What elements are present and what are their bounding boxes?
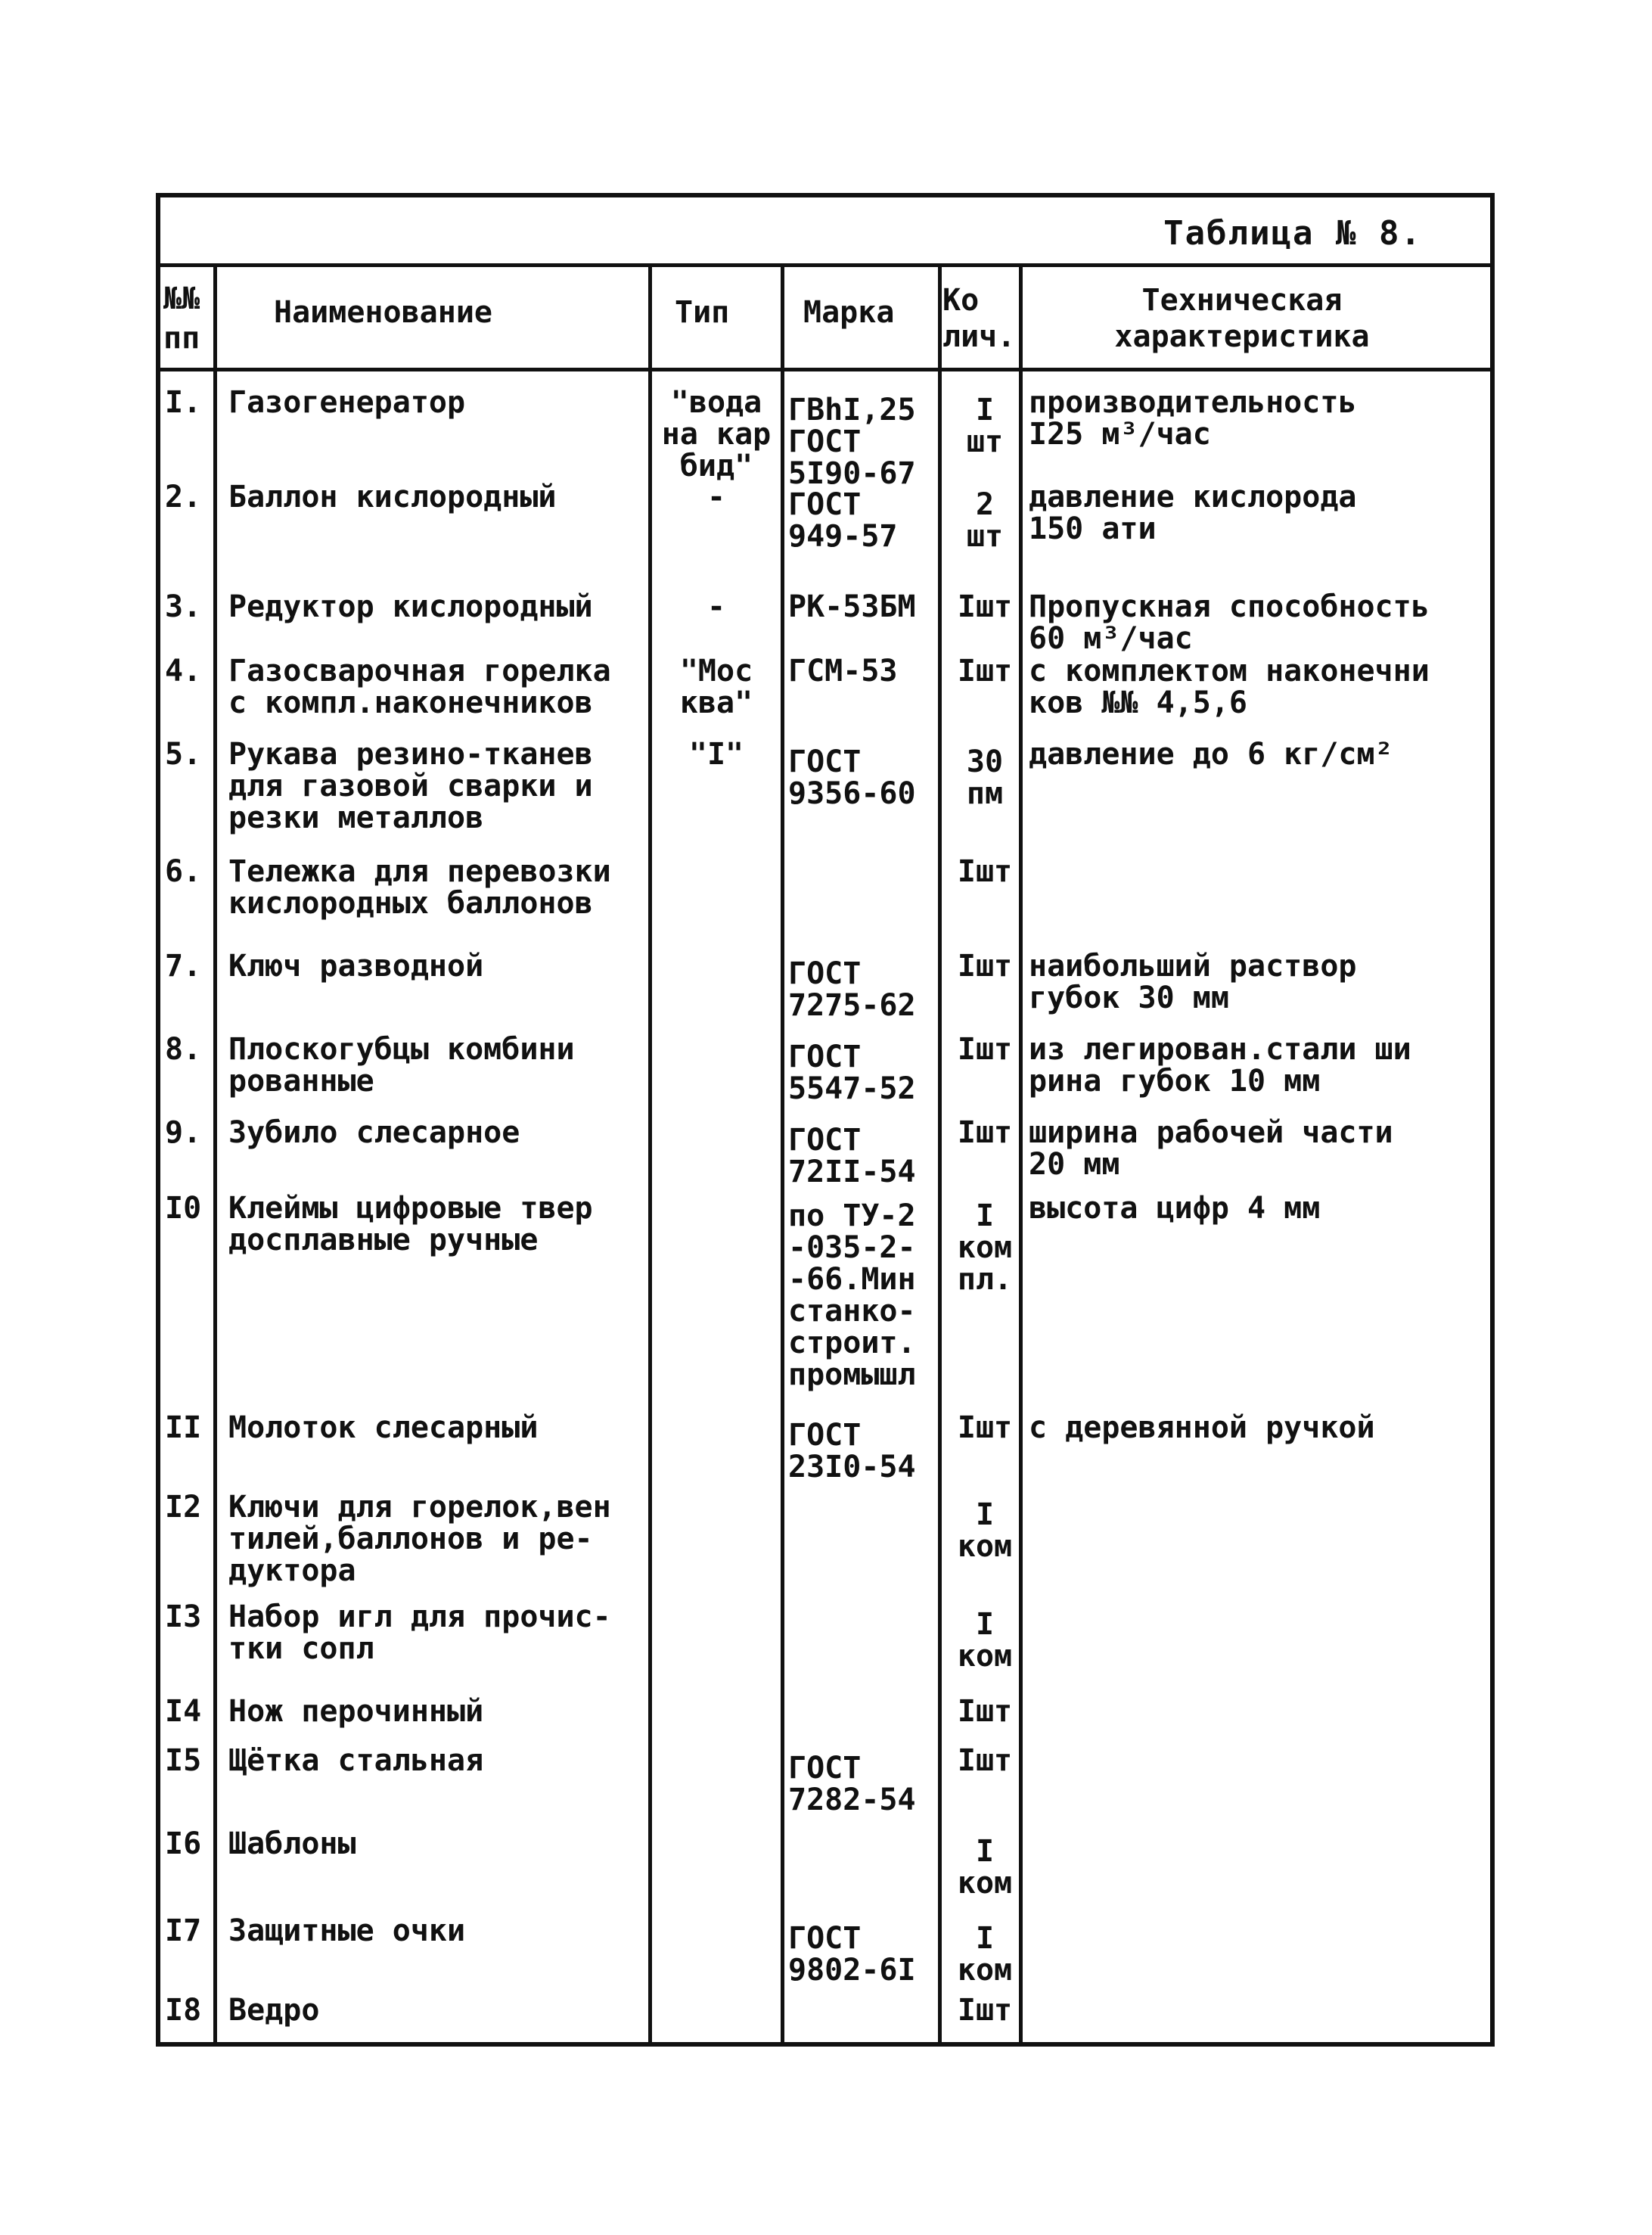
- cell-num: 6.: [165, 854, 202, 889]
- cell-qty: I ком пл.: [957, 1198, 1013, 1297]
- cell-qty: Iшт: [957, 589, 1013, 624]
- cell-tech: давление до 6 кг/см²: [1029, 737, 1393, 772]
- cell-num: I.: [165, 385, 202, 420]
- table-sheet: [156, 193, 1495, 2047]
- header-qty: Ко лич.: [942, 283, 1016, 354]
- cell-name: Баллон кислородный: [228, 480, 557, 514]
- cell-name: Ключ разводной: [228, 949, 484, 984]
- cell-num: I4: [165, 1694, 202, 1729]
- cell-num: I5: [165, 1743, 202, 1778]
- cell-num: 9.: [165, 1115, 202, 1150]
- col-divider: [781, 267, 784, 2042]
- cell-mark: ГОСТ 949-57: [788, 487, 898, 554]
- cell-num: 4.: [165, 654, 202, 689]
- cell-num: 7.: [165, 949, 202, 984]
- cell-qty: I ком: [957, 1497, 1013, 1564]
- cell-name: Молоток слесарный: [228, 1410, 539, 1445]
- cell-num: I8: [165, 1993, 202, 2028]
- cell-name: Рукава резино-тканев для газовой сварки и резки металлов: [228, 737, 593, 835]
- cell-qty: I ком: [957, 1834, 1013, 1901]
- cell-qty: Iшт: [957, 1694, 1013, 1729]
- cell-type: "I": [688, 737, 744, 772]
- cell-qty: 30 пм: [966, 744, 1004, 811]
- cell-qty: Iшт: [957, 1032, 1013, 1067]
- cell-tech: из легирован.стали ши рина губок 10 мм: [1029, 1032, 1411, 1099]
- cell-mark: ГОСТ 9802-6I: [788, 1921, 916, 1988]
- cell-mark: ГОСТ 7275-62: [788, 956, 916, 1023]
- header-name: Наименование: [274, 295, 492, 330]
- cell-mark: ГОСТ 9356-60: [788, 744, 916, 811]
- cell-qty: I шт: [966, 393, 1004, 459]
- cell-name: Зубило слесарное: [228, 1115, 520, 1150]
- cell-qty: I ком: [957, 1607, 1013, 1674]
- cell-num: I0: [165, 1191, 202, 1226]
- cell-type: "вода на кар бид": [661, 385, 772, 483]
- cell-qty: Iшт: [957, 1410, 1013, 1445]
- cell-num: I3: [165, 1599, 202, 1634]
- cell-type: -: [706, 589, 726, 624]
- cell-tech: Пропускная способность 60 м³/час: [1029, 589, 1430, 656]
- cell-qty: Iшт: [957, 1743, 1013, 1778]
- cell-qty: 2 шт: [966, 487, 1004, 554]
- header-mark: Марка: [803, 295, 895, 330]
- cell-mark: ГОСТ 23I0-54: [788, 1418, 916, 1484]
- cell-num: 3.: [165, 589, 202, 624]
- cell-name: Шаблоны: [228, 1826, 356, 1861]
- cell-qty: I ком: [957, 1921, 1013, 1988]
- cell-num: I2: [165, 1490, 202, 1525]
- cell-num: II: [165, 1410, 202, 1445]
- cell-qty: Iшт: [957, 949, 1013, 984]
- cell-name: Ведро: [228, 1993, 320, 2028]
- cell-tech: высота цифр 4 мм: [1029, 1191, 1321, 1226]
- cell-num: I6: [165, 1826, 202, 1861]
- header-divider: [160, 368, 1490, 371]
- cell-qty: Iшт: [957, 654, 1013, 689]
- cell-name: Нож перочинный: [228, 1694, 484, 1729]
- header-num: №№ пп: [163, 281, 200, 356]
- cell-tech: с деревянной ручкой: [1029, 1410, 1375, 1445]
- cell-type: -: [706, 480, 726, 514]
- cell-tech: давление кислорода 150 ати: [1029, 480, 1357, 546]
- cell-mark: ГСМ-53: [788, 654, 898, 689]
- cell-num: I7: [165, 1913, 202, 1948]
- cell-name: Защитные очки: [228, 1913, 466, 1948]
- cell-name: Щётка стальная: [228, 1743, 484, 1778]
- cell-name: Тележка для перевозки кислородных баллонов: [228, 854, 611, 921]
- cell-tech: производительность I25 м³/час: [1029, 385, 1357, 452]
- cell-tech: с комплектом наконечни ков №№ 4,5,6: [1029, 654, 1430, 720]
- table-caption: Таблица № 8.: [1163, 214, 1422, 253]
- cell-mark: ГОСТ 5547-52: [788, 1040, 916, 1106]
- cell-qty: Iшт: [957, 1993, 1013, 2028]
- cell-num: 2.: [165, 480, 202, 514]
- cell-tech: ширина рабочей части 20 мм: [1029, 1115, 1393, 1182]
- header-tech: Техническая характеристика: [1114, 283, 1370, 354]
- cell-mark: ГОСТ 72II-54: [788, 1123, 916, 1189]
- cell-name: Клеймы цифровые твер досплавные ручные: [228, 1191, 593, 1257]
- col-divider: [213, 267, 217, 2042]
- cell-mark: ГВhI,25 ГОСТ 5I90-67: [788, 393, 916, 491]
- cell-num: 8.: [165, 1032, 202, 1067]
- cell-tech: наибольший раствор губок 30 мм: [1029, 949, 1357, 1015]
- cell-name: Плоскогубцы комбини рованные: [228, 1032, 575, 1099]
- cell-name: Редуктор кислородный: [228, 589, 593, 624]
- cell-mark: ГОСТ 7282-54: [788, 1751, 916, 1817]
- cell-qty: Iшт: [957, 854, 1013, 889]
- header-type: Тип: [675, 295, 730, 330]
- cell-num: 5.: [165, 737, 202, 772]
- table-caption-row: [160, 197, 1490, 267]
- cell-name: Набор игл для прочис- тки сопл: [228, 1599, 611, 1666]
- cell-type: "Мос ква": [679, 654, 753, 720]
- cell-mark: по ТУ-2 -035-2- -66.Мин станко- строит. промышл: [788, 1198, 916, 1392]
- cell-qty: Iшт: [957, 1115, 1013, 1150]
- cell-mark: РК-53БМ: [788, 589, 916, 624]
- cell-name: Газосварочная горелка с компл.наконечников: [228, 654, 611, 720]
- cell-name: Газогенератор: [228, 385, 466, 420]
- cell-name: Ключи для горелок,вен тилей,баллонов и ре- дуктора: [228, 1490, 611, 1588]
